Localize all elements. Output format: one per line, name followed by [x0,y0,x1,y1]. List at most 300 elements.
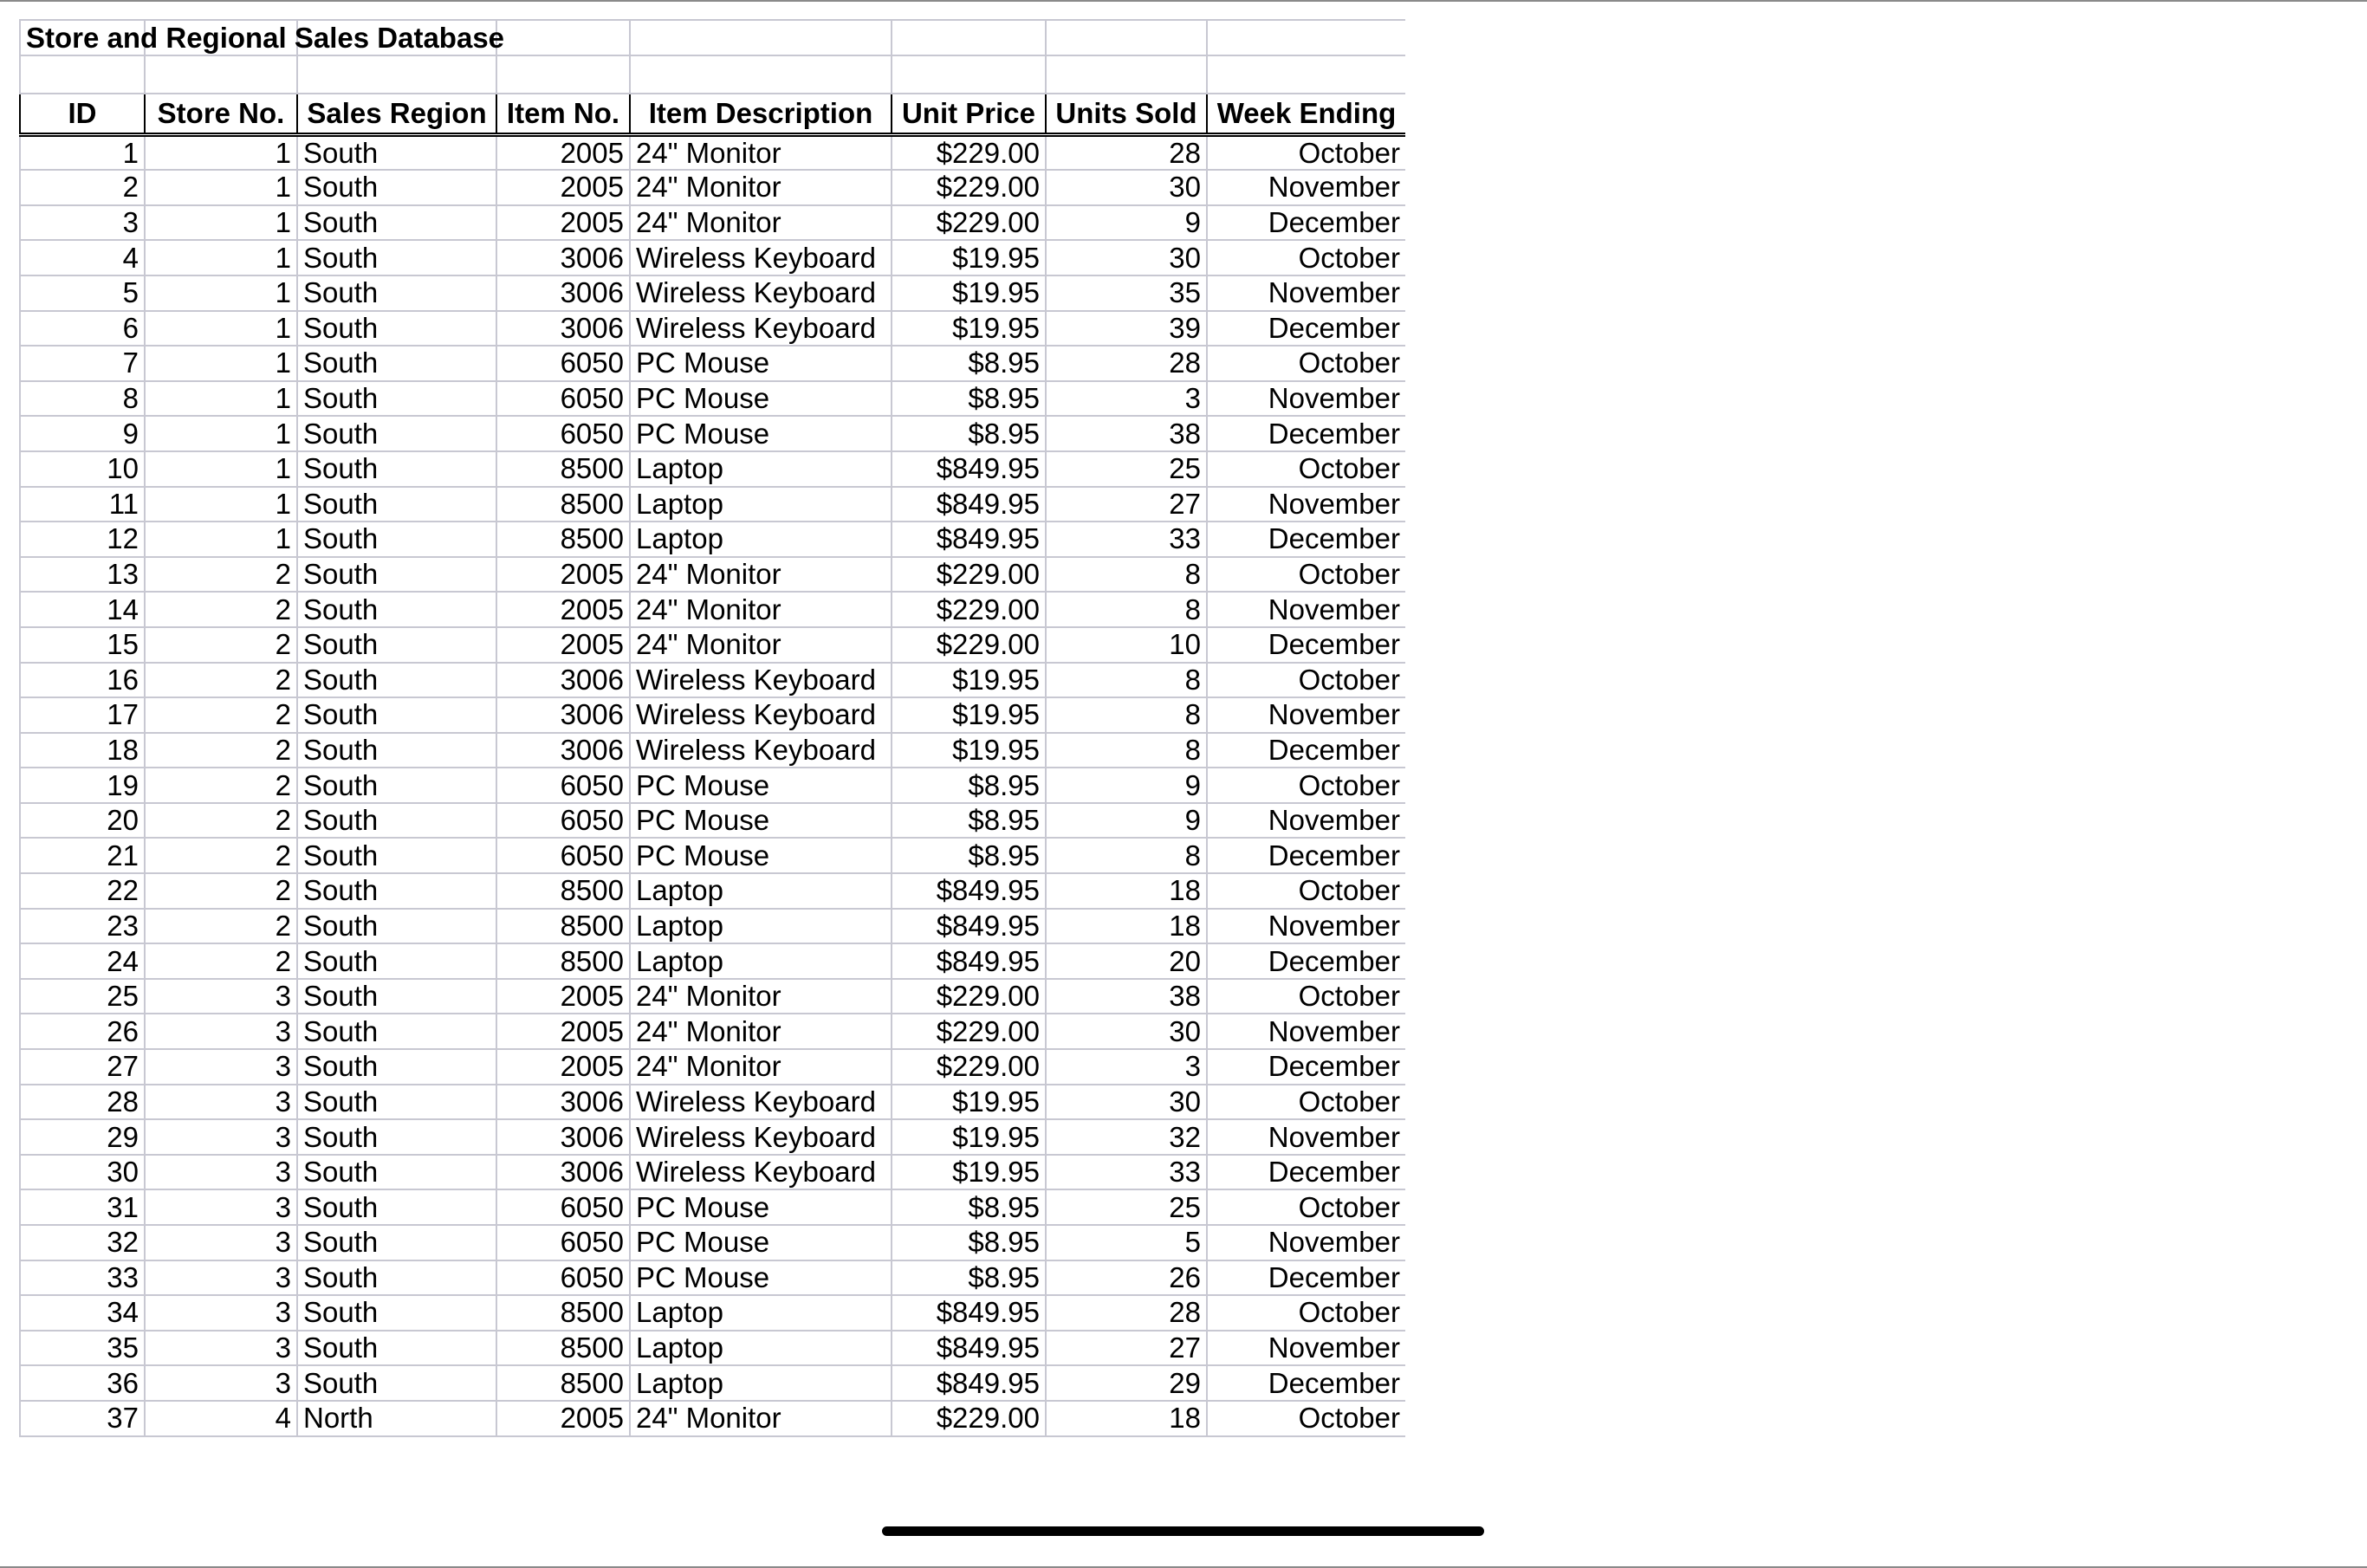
cell-id[interactable]: 17 [20,697,145,733]
cell-item-description[interactable]: PC Mouse [630,346,892,381]
cell-sales-region[interactable]: South [297,663,496,698]
cell-store-no[interactable]: 3 [145,1295,297,1331]
cell-item-description[interactable]: Laptop [630,1295,892,1331]
cell-sales-region[interactable]: South [297,240,496,275]
cell-id[interactable]: 13 [20,557,145,593]
cell-sales-region[interactable]: South [297,1119,496,1155]
cell-week-ending[interactable]: October [1207,346,1405,381]
cell-unit-price[interactable]: $19.95 [892,275,1046,311]
cell-week-ending[interactable]: December [1207,1260,1405,1296]
cell-units-sold[interactable]: 30 [1046,240,1207,275]
cell-unit-price[interactable]: $229.00 [892,1401,1046,1436]
cell-store-no[interactable]: 2 [145,768,297,803]
cell-sales-region[interactable]: South [297,451,496,487]
cell-units-sold[interactable]: 28 [1046,346,1207,381]
cell-item-description[interactable]: Wireless Keyboard [630,1085,892,1120]
cell-store-no[interactable]: 1 [145,451,297,487]
cell-id[interactable]: 31 [20,1189,145,1225]
cell-week-ending[interactable]: November [1207,1119,1405,1155]
empty-cell[interactable] [496,20,630,55]
cell-sales-region[interactable]: South [297,1225,496,1260]
cell-units-sold[interactable]: 8 [1046,697,1207,733]
cell-store-no[interactable]: 1 [145,311,297,347]
empty-cell[interactable] [630,55,892,94]
cell-id[interactable]: 37 [20,1401,145,1436]
cell-item-description[interactable]: Wireless Keyboard [630,1155,892,1190]
cell-id[interactable]: 8 [20,381,145,417]
cell-item-no[interactable]: 6050 [496,803,630,839]
cell-item-description[interactable]: PC Mouse [630,838,892,873]
cell-sales-region[interactable]: South [297,522,496,557]
cell-item-description[interactable]: Wireless Keyboard [630,733,892,768]
cell-item-no[interactable]: 6050 [496,416,630,451]
cell-sales-region[interactable]: South [297,803,496,839]
cell-units-sold[interactable]: 8 [1046,733,1207,768]
cell-item-description[interactable]: PC Mouse [630,416,892,451]
cell-item-no[interactable]: 6050 [496,1189,630,1225]
cell-units-sold[interactable]: 35 [1046,275,1207,311]
cell-item-no[interactable]: 6050 [496,768,630,803]
cell-item-description[interactable]: PC Mouse [630,803,892,839]
cell-item-description[interactable]: 24" Monitor [630,205,892,241]
cell-store-no[interactable]: 2 [145,592,297,627]
cell-week-ending[interactable]: October [1207,1401,1405,1436]
cell-week-ending[interactable]: December [1207,416,1405,451]
cell-store-no[interactable]: 3 [145,1049,297,1085]
cell-store-no[interactable]: 3 [145,1260,297,1296]
cell-id[interactable]: 3 [20,205,145,241]
cell-item-no[interactable]: 6050 [496,1260,630,1296]
cell-item-no[interactable]: 3006 [496,240,630,275]
cell-unit-price[interactable]: $849.95 [892,873,1046,909]
cell-item-no[interactable]: 8500 [496,1365,630,1401]
cell-week-ending[interactable]: December [1207,838,1405,873]
cell-units-sold[interactable]: 3 [1046,381,1207,417]
cell-sales-region[interactable]: South [297,627,496,663]
cell-week-ending[interactable]: December [1207,1365,1405,1401]
cell-unit-price[interactable]: $8.95 [892,1225,1046,1260]
cell-week-ending[interactable]: November [1207,909,1405,944]
cell-store-no[interactable]: 1 [145,205,297,241]
header-week-ending[interactable]: Week Ending [1207,94,1405,135]
cell-week-ending[interactable]: October [1207,557,1405,593]
cell-units-sold[interactable]: 8 [1046,557,1207,593]
cell-sales-region[interactable]: South [297,733,496,768]
cell-item-description[interactable]: Wireless Keyboard [630,663,892,698]
cell-unit-price[interactable]: $229.00 [892,557,1046,593]
empty-cell[interactable] [630,20,892,55]
cell-unit-price[interactable]: $229.00 [892,1014,1046,1049]
cell-units-sold[interactable]: 20 [1046,943,1207,979]
header-sales-region[interactable]: Sales Region [297,94,496,135]
cell-item-no[interactable]: 8500 [496,1331,630,1366]
cell-units-sold[interactable]: 27 [1046,487,1207,522]
cell-item-no[interactable]: 3006 [496,275,630,311]
cell-id[interactable]: 30 [20,1155,145,1190]
cell-unit-price[interactable]: $849.95 [892,909,1046,944]
cell-week-ending[interactable]: December [1207,627,1405,663]
cell-sales-region[interactable]: South [297,873,496,909]
cell-unit-price[interactable]: $8.95 [892,1260,1046,1296]
cell-week-ending[interactable]: October [1207,1295,1405,1331]
cell-id[interactable]: 11 [20,487,145,522]
cell-week-ending[interactable]: October [1207,451,1405,487]
cell-item-description[interactable]: 24" Monitor [630,135,892,171]
empty-cell[interactable] [892,20,1046,55]
cell-week-ending[interactable]: November [1207,1331,1405,1366]
cell-store-no[interactable]: 3 [145,1014,297,1049]
cell-unit-price[interactable]: $229.00 [892,170,1046,205]
cell-item-description[interactable]: 24" Monitor [630,979,892,1014]
cell-item-no[interactable]: 8500 [496,451,630,487]
cell-units-sold[interactable]: 27 [1046,1331,1207,1366]
cell-sales-region[interactable]: South [297,1155,496,1190]
cell-store-no[interactable]: 2 [145,663,297,698]
cell-store-no[interactable]: 4 [145,1401,297,1436]
cell-item-no[interactable]: 2005 [496,170,630,205]
cell-item-description[interactable]: Laptop [630,451,892,487]
cell-id[interactable]: 21 [20,838,145,873]
cell-units-sold[interactable]: 28 [1046,1295,1207,1331]
cell-unit-price[interactable]: $849.95 [892,943,1046,979]
cell-item-no[interactable]: 6050 [496,381,630,417]
cell-id[interactable]: 12 [20,522,145,557]
cell-sales-region[interactable]: South [297,1085,496,1120]
cell-week-ending[interactable]: October [1207,135,1405,171]
cell-week-ending[interactable]: November [1207,381,1405,417]
cell-item-description[interactable]: Wireless Keyboard [630,240,892,275]
cell-item-description[interactable]: PC Mouse [630,1225,892,1260]
cell-unit-price[interactable]: $229.00 [892,592,1046,627]
cell-item-no[interactable]: 8500 [496,1295,630,1331]
cell-store-no[interactable]: 2 [145,838,297,873]
cell-sales-region[interactable]: South [297,592,496,627]
cell-store-no[interactable]: 1 [145,135,297,171]
header-unit-price[interactable]: Unit Price [892,94,1046,135]
cell-id[interactable]: 34 [20,1295,145,1331]
cell-sales-region[interactable]: South [297,943,496,979]
cell-units-sold[interactable]: 30 [1046,1085,1207,1120]
cell-id[interactable]: 15 [20,627,145,663]
cell-week-ending[interactable]: November [1207,592,1405,627]
cell-item-description[interactable]: 24" Monitor [630,1401,892,1436]
cell-week-ending[interactable]: December [1207,1155,1405,1190]
cell-item-description[interactable]: PC Mouse [630,381,892,417]
cell-sales-region[interactable]: South [297,346,496,381]
cell-sales-region[interactable]: South [297,275,496,311]
cell-unit-price[interactable]: $8.95 [892,838,1046,873]
cell-sales-region[interactable]: South [297,1189,496,1225]
header-units-sold[interactable]: Units Sold [1046,94,1207,135]
empty-cell[interactable] [1046,20,1207,55]
cell-units-sold[interactable]: 38 [1046,416,1207,451]
cell-week-ending[interactable]: October [1207,873,1405,909]
cell-sales-region[interactable]: South [297,768,496,803]
cell-id[interactable]: 9 [20,416,145,451]
cell-item-description[interactable]: PC Mouse [630,1189,892,1225]
cell-units-sold[interactable]: 18 [1046,909,1207,944]
cell-sales-region[interactable]: South [297,311,496,347]
cell-item-description[interactable]: Wireless Keyboard [630,275,892,311]
cell-unit-price[interactable]: $19.95 [892,663,1046,698]
cell-week-ending[interactable]: November [1207,1014,1405,1049]
cell-item-description[interactable]: Laptop [630,943,892,979]
cell-sales-region[interactable]: South [297,135,496,171]
cell-id[interactable]: 25 [20,979,145,1014]
cell-units-sold[interactable]: 10 [1046,627,1207,663]
cell-store-no[interactable]: 3 [145,979,297,1014]
cell-item-description[interactable]: Wireless Keyboard [630,697,892,733]
cell-units-sold[interactable]: 9 [1046,205,1207,241]
cell-week-ending[interactable]: November [1207,170,1405,205]
cell-units-sold[interactable]: 39 [1046,311,1207,347]
cell-item-no[interactable]: 3006 [496,1085,630,1120]
cell-item-no[interactable]: 8500 [496,943,630,979]
cell-units-sold[interactable]: 25 [1046,451,1207,487]
cell-item-no[interactable]: 2005 [496,1014,630,1049]
cell-sales-region[interactable]: South [297,1014,496,1049]
cell-id[interactable]: 36 [20,1365,145,1401]
cell-item-description[interactable]: 24" Monitor [630,170,892,205]
cell-week-ending[interactable]: November [1207,697,1405,733]
cell-units-sold[interactable]: 8 [1046,663,1207,698]
cell-store-no[interactable]: 3 [145,1155,297,1190]
cell-unit-price[interactable]: $229.00 [892,205,1046,241]
cell-store-no[interactable]: 2 [145,803,297,839]
cell-sales-region[interactable]: South [297,557,496,593]
cell-units-sold[interactable]: 25 [1046,1189,1207,1225]
cell-item-no[interactable]: 2005 [496,135,630,171]
cell-units-sold[interactable]: 26 [1046,1260,1207,1296]
cell-id[interactable]: 28 [20,1085,145,1120]
cell-item-no[interactable]: 3006 [496,311,630,347]
header-item-no[interactable]: Item No. [496,94,630,135]
cell-item-no[interactable]: 2005 [496,627,630,663]
cell-unit-price[interactable]: $849.95 [892,522,1046,557]
cell-item-description[interactable]: 24" Monitor [630,1014,892,1049]
cell-unit-price[interactable]: $8.95 [892,803,1046,839]
cell-store-no[interactable]: 3 [145,1365,297,1401]
cell-unit-price[interactable]: $19.95 [892,1155,1046,1190]
cell-unit-price[interactable]: $229.00 [892,135,1046,171]
cell-item-no[interactable]: 8500 [496,522,630,557]
cell-item-no[interactable]: 2005 [496,557,630,593]
cell-units-sold[interactable]: 18 [1046,873,1207,909]
cell-week-ending[interactable]: November [1207,1225,1405,1260]
cell-store-no[interactable]: 1 [145,346,297,381]
cell-sales-region[interactable]: South [297,1295,496,1331]
cell-item-description[interactable]: Laptop [630,1331,892,1366]
cell-sales-region[interactable]: South [297,1365,496,1401]
cell-unit-price[interactable]: $19.95 [892,311,1046,347]
cell-item-description[interactable]: Wireless Keyboard [630,1119,892,1155]
empty-cell[interactable] [496,55,630,94]
cell-week-ending[interactable]: October [1207,1189,1405,1225]
cell-store-no[interactable]: 2 [145,943,297,979]
cell-item-description[interactable]: 24" Monitor [630,627,892,663]
cell-sales-region[interactable]: South [297,1331,496,1366]
cell-week-ending[interactable]: December [1207,522,1405,557]
cell-units-sold[interactable]: 8 [1046,838,1207,873]
cell-item-no[interactable]: 2005 [496,1049,630,1085]
cell-item-description[interactable]: Laptop [630,909,892,944]
cell-unit-price[interactable]: $229.00 [892,627,1046,663]
cell-item-description[interactable]: Wireless Keyboard [630,311,892,347]
cell-item-no[interactable]: 8500 [496,873,630,909]
cell-week-ending[interactable]: December [1207,1049,1405,1085]
cell-units-sold[interactable]: 9 [1046,803,1207,839]
cell-units-sold[interactable]: 18 [1046,1401,1207,1436]
cell-unit-price[interactable]: $849.95 [892,487,1046,522]
cell-item-no[interactable]: 2005 [496,592,630,627]
header-id[interactable]: ID [20,94,145,135]
cell-units-sold[interactable]: 8 [1046,592,1207,627]
cell-store-no[interactable]: 1 [145,487,297,522]
cell-sales-region[interactable]: South [297,979,496,1014]
header-item-description[interactable]: Item Description [630,94,892,135]
cell-week-ending[interactable]: November [1207,487,1405,522]
cell-id[interactable]: 10 [20,451,145,487]
cell-units-sold[interactable]: 5 [1046,1225,1207,1260]
cell-item-no[interactable]: 6050 [496,1225,630,1260]
cell-id[interactable]: 35 [20,1331,145,1366]
cell-sales-region[interactable]: South [297,1049,496,1085]
cell-sales-region[interactable]: South [297,838,496,873]
cell-week-ending[interactable]: November [1207,275,1405,311]
cell-store-no[interactable]: 3 [145,1331,297,1366]
cell-sales-region[interactable]: South [297,909,496,944]
cell-unit-price[interactable]: $19.95 [892,240,1046,275]
cell-unit-price[interactable]: $19.95 [892,697,1046,733]
cell-store-no[interactable]: 2 [145,557,297,593]
cell-item-description[interactable]: 24" Monitor [630,1049,892,1085]
cell-sales-region[interactable]: South [297,416,496,451]
empty-cell[interactable] [20,55,145,94]
cell-week-ending[interactable]: October [1207,768,1405,803]
cell-units-sold[interactable]: 30 [1046,170,1207,205]
cell-sales-region[interactable]: North [297,1401,496,1436]
cell-units-sold[interactable]: 33 [1046,1155,1207,1190]
cell-week-ending[interactable]: December [1207,311,1405,347]
cell-store-no[interactable]: 2 [145,627,297,663]
cell-item-description[interactable]: Laptop [630,522,892,557]
empty-cell[interactable] [1207,20,1405,55]
cell-item-description[interactable]: Laptop [630,873,892,909]
cell-item-description[interactable]: Laptop [630,1365,892,1401]
header-store-no[interactable]: Store No. [145,94,297,135]
cell-store-no[interactable]: 1 [145,416,297,451]
cell-store-no[interactable]: 2 [145,697,297,733]
cell-item-no[interactable]: 2005 [496,1401,630,1436]
cell-units-sold[interactable]: 38 [1046,979,1207,1014]
cell-id[interactable]: 29 [20,1119,145,1155]
cell-id[interactable]: 24 [20,943,145,979]
cell-unit-price[interactable]: $849.95 [892,451,1046,487]
cell-units-sold[interactable]: 28 [1046,135,1207,171]
cell-week-ending[interactable]: December [1207,733,1405,768]
cell-units-sold[interactable]: 32 [1046,1119,1207,1155]
cell-store-no[interactable]: 1 [145,170,297,205]
cell-id[interactable]: 33 [20,1260,145,1296]
cell-item-no[interactable]: 8500 [496,909,630,944]
cell-week-ending[interactable]: October [1207,1085,1405,1120]
empty-cell[interactable] [145,55,297,94]
cell-item-no[interactable]: 6050 [496,346,630,381]
cell-store-no[interactable]: 2 [145,909,297,944]
title-cell[interactable] [20,20,505,55]
cell-store-no[interactable]: 1 [145,381,297,417]
cell-store-no[interactable]: 3 [145,1189,297,1225]
cell-sales-region[interactable]: South [297,170,496,205]
cell-unit-price[interactable]: $8.95 [892,416,1046,451]
cell-unit-price[interactable]: $849.95 [892,1365,1046,1401]
cell-store-no[interactable]: 1 [145,522,297,557]
cell-sales-region[interactable]: South [297,697,496,733]
cell-week-ending[interactable]: October [1207,979,1405,1014]
empty-cell[interactable] [892,55,1046,94]
cell-id[interactable]: 1 [20,135,145,171]
cell-unit-price[interactable]: $19.95 [892,1119,1046,1155]
cell-item-no[interactable]: 2005 [496,979,630,1014]
cell-id[interactable]: 5 [20,275,145,311]
cell-sales-region[interactable]: South [297,381,496,417]
cell-unit-price[interactable]: $849.95 [892,1295,1046,1331]
cell-item-no[interactable]: 8500 [496,487,630,522]
cell-item-no[interactable]: 2005 [496,205,630,241]
cell-units-sold[interactable]: 30 [1046,1014,1207,1049]
cell-id[interactable]: 6 [20,311,145,347]
empty-cell[interactable] [1046,55,1207,94]
empty-cell[interactable] [297,55,496,94]
cell-item-description[interactable]: 24" Monitor [630,592,892,627]
cell-store-no[interactable]: 2 [145,873,297,909]
cell-id[interactable]: 14 [20,592,145,627]
cell-store-no[interactable]: 1 [145,240,297,275]
cell-id[interactable]: 4 [20,240,145,275]
cell-unit-price[interactable]: $8.95 [892,1189,1046,1225]
cell-week-ending[interactable]: November [1207,803,1405,839]
cell-id[interactable]: 2 [20,170,145,205]
cell-units-sold[interactable]: 3 [1046,1049,1207,1085]
cell-item-description[interactable]: PC Mouse [630,1260,892,1296]
cell-id[interactable]: 27 [20,1049,145,1085]
cell-week-ending[interactable]: October [1207,240,1405,275]
cell-item-no[interactable]: 6050 [496,838,630,873]
cell-sales-region[interactable]: South [297,205,496,241]
cell-id[interactable]: 23 [20,909,145,944]
cell-id[interactable]: 18 [20,733,145,768]
cell-unit-price[interactable]: $849.95 [892,1331,1046,1366]
cell-unit-price[interactable]: $8.95 [892,381,1046,417]
cell-unit-price[interactable]: $19.95 [892,1085,1046,1120]
cell-sales-region[interactable]: South [297,487,496,522]
cell-id[interactable]: 7 [20,346,145,381]
cell-unit-price[interactable]: $8.95 [892,768,1046,803]
cell-store-no[interactable]: 1 [145,275,297,311]
cell-week-ending[interactable]: December [1207,943,1405,979]
cell-item-description[interactable]: 24" Monitor [630,557,892,593]
cell-units-sold[interactable]: 9 [1046,768,1207,803]
cell-item-no[interactable]: 3006 [496,697,630,733]
cell-id[interactable]: 20 [20,803,145,839]
cell-store-no[interactable]: 3 [145,1085,297,1120]
cell-id[interactable]: 16 [20,663,145,698]
cell-id[interactable]: 22 [20,873,145,909]
cell-item-no[interactable]: 3006 [496,1119,630,1155]
cell-item-no[interactable]: 3006 [496,733,630,768]
cell-sales-region[interactable]: South [297,1260,496,1296]
empty-cell[interactable] [1207,55,1405,94]
